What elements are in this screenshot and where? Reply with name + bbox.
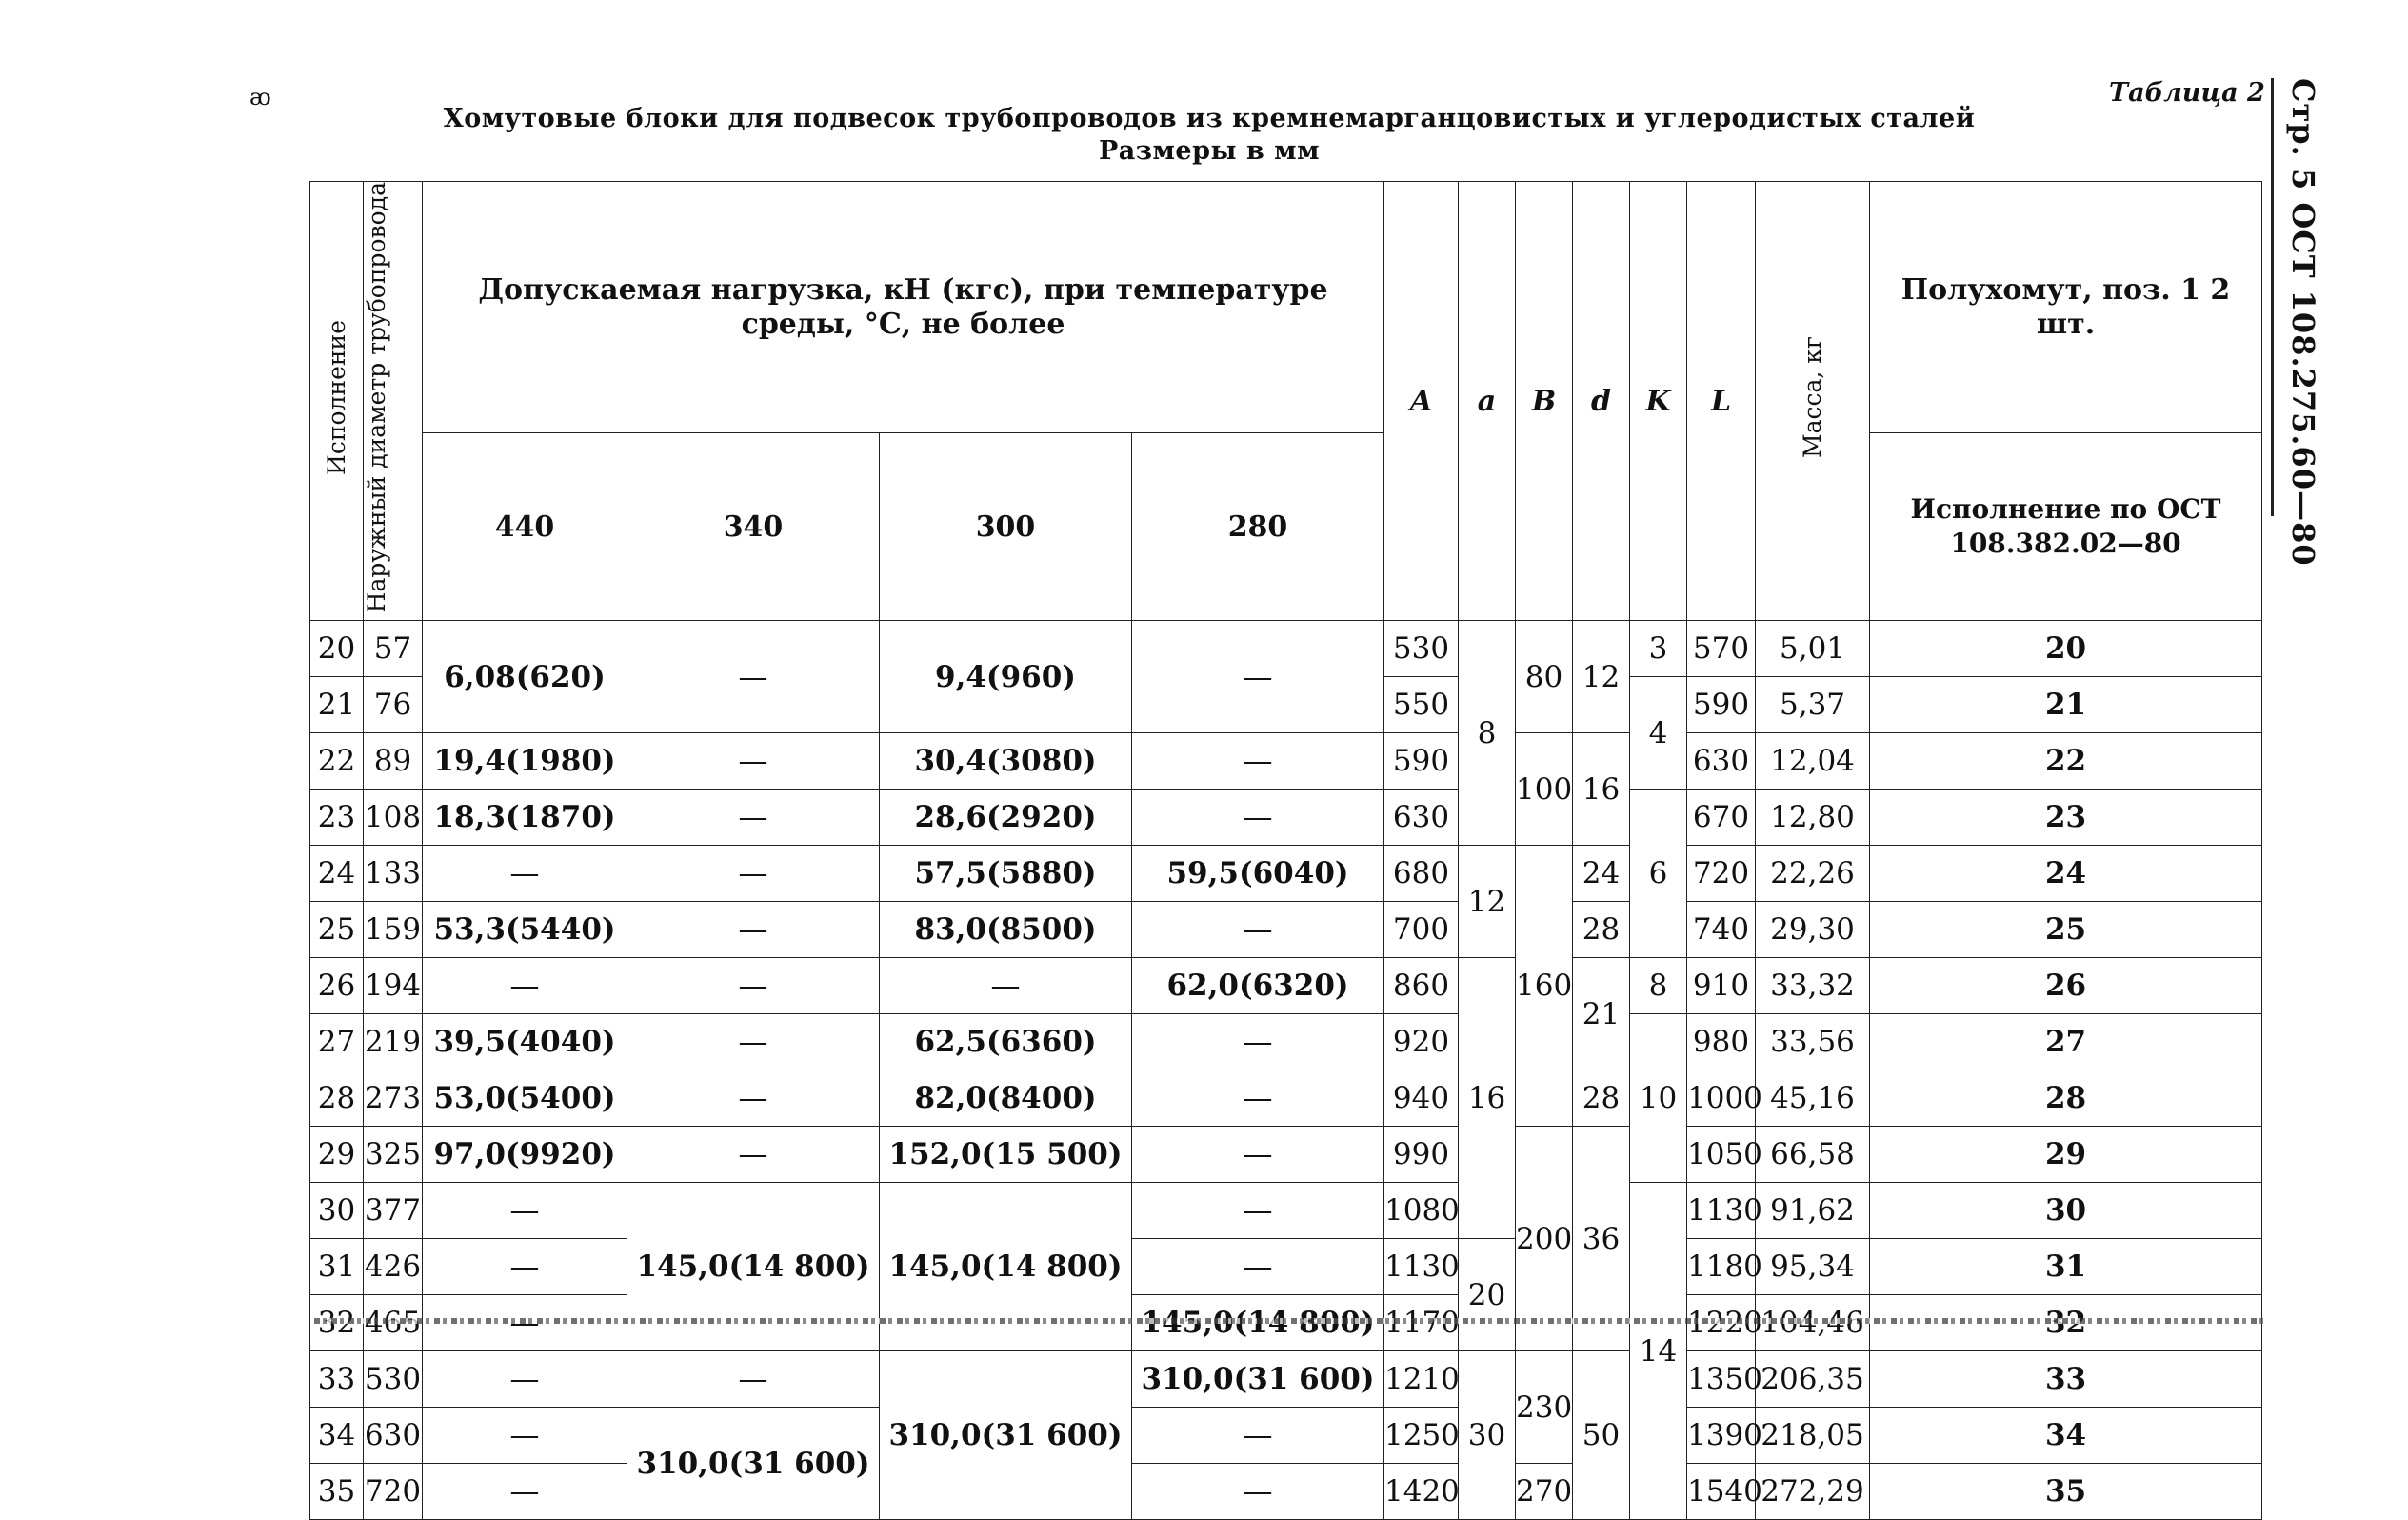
table-row	[310, 1014, 2262, 1070]
cell-load-440: —	[423, 958, 627, 1014]
cell-mass: 66,58	[1756, 1127, 1870, 1183]
cell-L: 1390	[1687, 1408, 1756, 1464]
cell-K: 8	[1630, 958, 1687, 1014]
cell-K: 10	[1630, 1014, 1687, 1183]
cell-d: 50	[1573, 1351, 1630, 1520]
cell-load-440: 39,5(4040)	[423, 1014, 627, 1070]
cell-A: 860	[1384, 958, 1459, 1014]
title-line-1: Хомутовые блоки для подвесок трубопроводов из кремнемарганцовистых и углеродистых сталей	[443, 104, 1976, 133]
cell-A: 700	[1384, 902, 1459, 958]
cell-d: 16	[1573, 733, 1630, 846]
cell-load-440: —	[423, 1464, 627, 1520]
cell-dn: 426	[364, 1239, 423, 1295]
header-t300: 300	[880, 433, 1132, 621]
cell-load-300: 57,5(5880)	[880, 846, 1132, 902]
table-row	[310, 1183, 2262, 1239]
cell-A: 920	[1384, 1014, 1459, 1070]
cell-L: 1180	[1687, 1239, 1756, 1295]
header-A: A	[1384, 182, 1459, 621]
cell-mass: 12,04	[1756, 733, 1870, 790]
cell-L: 1050	[1687, 1127, 1756, 1183]
cell-load-340: —	[627, 1127, 880, 1183]
cell-load-340: —	[627, 1014, 880, 1070]
cell-mass: 22,26	[1756, 846, 1870, 902]
cell-mass: 12,80	[1756, 790, 1870, 846]
header-t440: 440	[423, 433, 627, 621]
cell-L: 720	[1687, 846, 1756, 902]
cell-L: 570	[1687, 621, 1756, 677]
table-row	[310, 902, 2262, 958]
cell-load-340: 145,0(14 800)	[627, 1183, 880, 1351]
cell-load-440: —	[423, 1408, 627, 1464]
cell-load-300: 82,0(8400)	[880, 1070, 1132, 1127]
cell-a: 30	[1459, 1351, 1516, 1520]
table-row	[310, 1351, 2262, 1408]
cell-isp: 23	[310, 790, 364, 846]
header-t280: 280	[1132, 433, 1384, 621]
cell-dn: 76	[364, 677, 423, 733]
table-row	[310, 958, 2262, 1014]
header-clamp-group: Полухомут, поз. 1 2 шт.	[1870, 182, 2262, 433]
cell-dn: 194	[364, 958, 423, 1014]
cell-d: 24	[1573, 846, 1630, 902]
header-ispolnenie: Исполнение	[310, 182, 364, 621]
cell-isp: 33	[310, 1351, 364, 1408]
cell-L: 630	[1687, 733, 1756, 790]
cell-a: 8	[1459, 621, 1516, 846]
cell-A: 1250	[1384, 1408, 1459, 1464]
cell-dn: 720	[364, 1464, 423, 1520]
cell-B: 200	[1516, 1127, 1573, 1351]
cell-load-280: —	[1132, 1014, 1384, 1070]
cell-load-440: —	[423, 1239, 627, 1295]
cell-load-340: —	[627, 790, 880, 846]
cell-A: 1130	[1384, 1239, 1459, 1295]
header-mass: Масса, кг	[1756, 182, 1870, 621]
cell-a: 12	[1459, 846, 1516, 958]
cell-mass: 206,35	[1756, 1351, 1870, 1408]
cell-L: 590	[1687, 677, 1756, 733]
scan-noise-divider	[314, 1318, 2266, 1324]
cell-load-340: —	[627, 902, 880, 958]
cell-clamp: 26	[1870, 958, 2262, 1014]
cell-load-280: —	[1132, 1183, 1384, 1239]
cell-dn: 630	[364, 1408, 423, 1464]
cell-dn: 57	[364, 621, 423, 677]
side-label: Стр. 5 ОСТ 108.275.60—80	[2285, 78, 2321, 567]
cell-clamp: 20	[1870, 621, 2262, 677]
cell-load-340: —	[627, 1351, 880, 1408]
table-row	[310, 790, 2262, 846]
cell-load-340: —	[627, 1070, 880, 1127]
cell-load-340: —	[627, 958, 880, 1014]
cell-L: 980	[1687, 1014, 1756, 1070]
cell-load-280: —	[1132, 1239, 1384, 1295]
cell-B: 80	[1516, 621, 1573, 733]
cell-load-280: —	[1132, 621, 1384, 733]
corner-mark: ꜵ	[249, 84, 271, 110]
header-load-group: Допускаемая нагрузка, кН (кгс), при температуре среды, °С, не более	[423, 182, 1384, 433]
cell-K: 14	[1630, 1183, 1687, 1520]
cell-isp: 26	[310, 958, 364, 1014]
cell-isp: 29	[310, 1127, 364, 1183]
cell-mass: 218,05	[1756, 1408, 1870, 1464]
cell-load-300: 30,4(3080)	[880, 733, 1132, 790]
cell-clamp: 27	[1870, 1014, 2262, 1070]
cell-load-280: 62,0(6320)	[1132, 958, 1384, 1014]
cell-dn: 377	[364, 1183, 423, 1239]
cell-clamp: 34	[1870, 1408, 2262, 1464]
cell-K: 3	[1630, 621, 1687, 677]
cell-d: 12	[1573, 621, 1630, 733]
side-rule	[2271, 78, 2274, 516]
cell-load-300: 62,5(6360)	[880, 1014, 1132, 1070]
cell-mass: 33,32	[1756, 958, 1870, 1014]
cell-clamp: 22	[1870, 733, 2262, 790]
cell-mass: 33,56	[1756, 1014, 1870, 1070]
cell-clamp: 29	[1870, 1127, 2262, 1183]
cell-load-280: —	[1132, 1464, 1384, 1520]
cell-isp: 27	[310, 1014, 364, 1070]
cell-dn: 159	[364, 902, 423, 958]
cell-dn: 108	[364, 790, 423, 846]
cell-load-440: —	[423, 846, 627, 902]
cell-isp: 35	[310, 1464, 364, 1520]
cell-isp: 30	[310, 1183, 364, 1239]
cell-clamp: 23	[1870, 790, 2262, 846]
cell-A: 680	[1384, 846, 1459, 902]
cell-isp: 22	[310, 733, 364, 790]
cell-load-440: 53,0(5400)	[423, 1070, 627, 1127]
header-clamp-sub: Исполнение по ОСТ 108.382.02—80	[1870, 433, 2262, 621]
cell-K: 4	[1630, 677, 1687, 790]
cell-isp: 24	[310, 846, 364, 902]
cell-d: 28	[1573, 902, 1630, 958]
cell-load-340: —	[627, 733, 880, 790]
cell-L: 670	[1687, 790, 1756, 846]
cell-load-440: 97,0(9920)	[423, 1127, 627, 1183]
cell-clamp: 35	[1870, 1464, 2262, 1520]
cell-A: 990	[1384, 1127, 1459, 1183]
cell-dn: 133	[364, 846, 423, 902]
cell-clamp: 24	[1870, 846, 2262, 902]
cell-B: 230	[1516, 1351, 1573, 1464]
header-B: B	[1516, 182, 1573, 621]
cell-clamp: 33	[1870, 1351, 2262, 1408]
cell-mass: 5,01	[1756, 621, 1870, 677]
header-diameter: Наружный диаметр трубопровода	[364, 182, 423, 621]
cell-clamp: 25	[1870, 902, 2262, 958]
cell-dn: 273	[364, 1070, 423, 1127]
table-caption: Таблица 2	[2109, 78, 2265, 108]
cell-load-300: 83,0(8500)	[880, 902, 1132, 958]
table-row	[310, 1239, 2262, 1295]
cell-d: 21	[1573, 958, 1630, 1070]
cell-load-440: 18,3(1870)	[423, 790, 627, 846]
cell-isp: 25	[310, 902, 364, 958]
cell-B: 160	[1516, 846, 1573, 1127]
cell-a: 20	[1459, 1239, 1516, 1351]
cell-A: 940	[1384, 1070, 1459, 1127]
cell-load-280: —	[1132, 902, 1384, 958]
cell-load-300: 28,6(2920)	[880, 790, 1132, 846]
cell-clamp: 28	[1870, 1070, 2262, 1127]
table-row	[310, 733, 2262, 790]
cell-A: 530	[1384, 621, 1459, 677]
cell-load-300: —	[880, 958, 1132, 1014]
table-row	[310, 1408, 2262, 1464]
cell-A: 590	[1384, 733, 1459, 790]
cell-L: 1130	[1687, 1183, 1756, 1239]
cell-load-300: 310,0(31 600)	[880, 1351, 1132, 1520]
cell-load-280: —	[1132, 1127, 1384, 1183]
cell-isp: 31	[310, 1239, 364, 1295]
cell-isp: 34	[310, 1408, 364, 1464]
cell-A: 1420	[1384, 1464, 1459, 1520]
cell-A: 1210	[1384, 1351, 1459, 1408]
cell-isp: 21	[310, 677, 364, 733]
cell-dn: 89	[364, 733, 423, 790]
cell-load-300: 9,4(960)	[880, 621, 1132, 733]
cell-load-280: 310,0(31 600)	[1132, 1351, 1384, 1408]
cell-A: 1080	[1384, 1183, 1459, 1239]
table-row	[310, 1464, 2262, 1520]
cell-L: 1540	[1687, 1464, 1756, 1520]
header-L: L	[1687, 182, 1756, 621]
table-row	[310, 1070, 2262, 1127]
header-K: K	[1630, 182, 1687, 621]
cell-A: 630	[1384, 790, 1459, 846]
cell-clamp: 21	[1870, 677, 2262, 733]
cell-mass: 5,37	[1756, 677, 1870, 733]
title-line-2: Размеры в мм	[1098, 136, 1321, 166]
cell-mass: 45,16	[1756, 1070, 1870, 1127]
header-t340: 340	[627, 433, 880, 621]
cell-load-440: 19,4(1980)	[423, 733, 627, 790]
cell-mass: 272,29	[1756, 1464, 1870, 1520]
cell-load-280: —	[1132, 790, 1384, 846]
cell-load-340: 310,0(31 600)	[627, 1408, 880, 1520]
cell-isp: 28	[310, 1070, 364, 1127]
cell-mass: 95,34	[1756, 1239, 1870, 1295]
cell-load-440: —	[423, 1351, 627, 1408]
cell-dn: 530	[364, 1351, 423, 1408]
page-title	[305, 103, 2114, 168]
cell-load-440: 6,08(620)	[423, 621, 627, 733]
cell-load-340: —	[627, 846, 880, 902]
cell-L: 910	[1687, 958, 1756, 1014]
cell-load-300: 152,0(15 500)	[880, 1127, 1132, 1183]
cell-L: 1000	[1687, 1070, 1756, 1127]
cell-clamp: 31	[1870, 1239, 2262, 1295]
table-row	[310, 846, 2262, 902]
cell-load-280: —	[1132, 733, 1384, 790]
cell-load-280: —	[1132, 1408, 1384, 1464]
cell-load-340: —	[627, 621, 880, 733]
cell-clamp: 30	[1870, 1183, 2262, 1239]
cell-mass: 29,30	[1756, 902, 1870, 958]
cell-mass: 91,62	[1756, 1183, 1870, 1239]
cell-load-300: 145,0(14 800)	[880, 1183, 1132, 1351]
cell-a: 16	[1459, 958, 1516, 1239]
table-row	[310, 1127, 2262, 1183]
header-d: d	[1573, 182, 1630, 621]
table-row	[310, 621, 2262, 677]
cell-d: 28	[1573, 1070, 1630, 1127]
cell-load-440: 53,3(5440)	[423, 902, 627, 958]
cell-load-280: 59,5(6040)	[1132, 846, 1384, 902]
cell-L: 1350	[1687, 1351, 1756, 1408]
cell-dn: 219	[364, 1014, 423, 1070]
cell-A: 550	[1384, 677, 1459, 733]
cell-L: 740	[1687, 902, 1756, 958]
cell-isp: 20	[310, 621, 364, 677]
cell-d: 36	[1573, 1127, 1630, 1351]
cell-load-280: —	[1132, 1070, 1384, 1127]
cell-B: 270	[1516, 1464, 1573, 1520]
cell-K: 6	[1630, 790, 1687, 958]
cell-B: 100	[1516, 733, 1573, 846]
cell-dn: 325	[364, 1127, 423, 1183]
header-a: a	[1459, 182, 1516, 621]
cell-load-440: —	[423, 1183, 627, 1239]
